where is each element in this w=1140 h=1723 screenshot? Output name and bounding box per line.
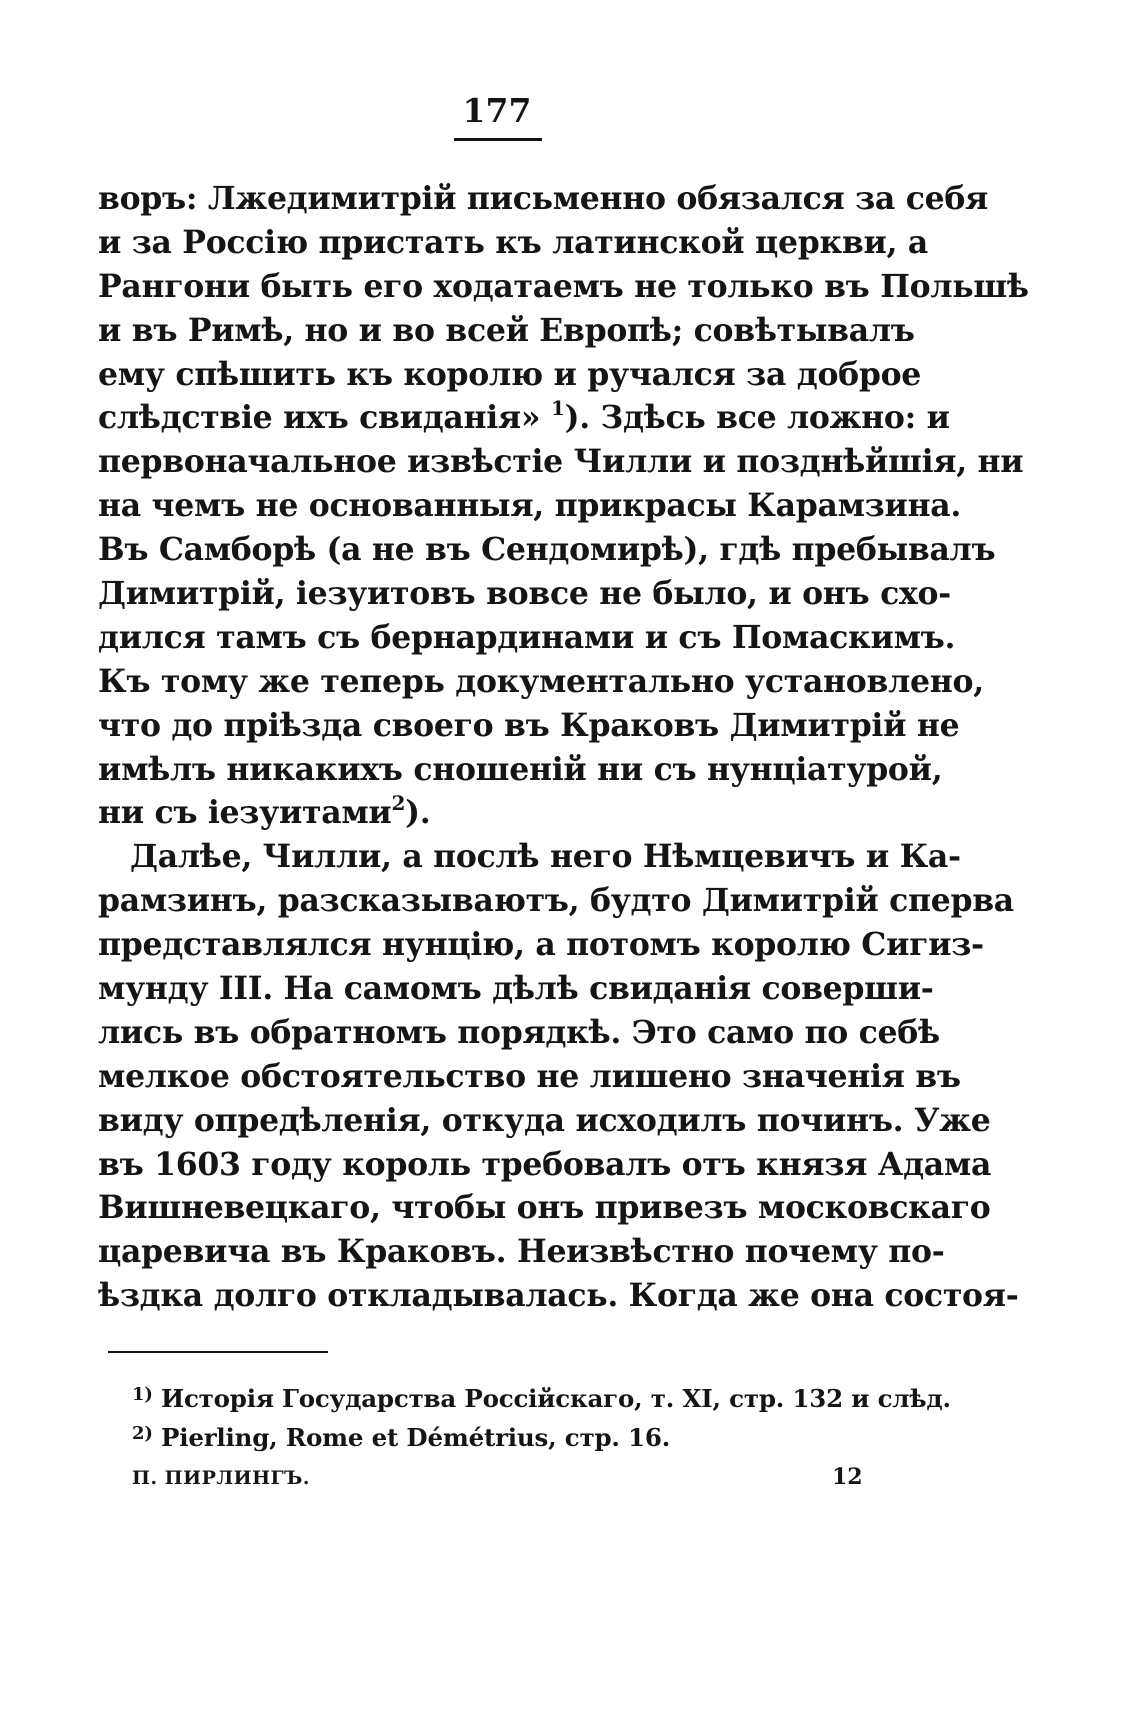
text-line: воръ: Лжедимитрій письменно обязался за себя [98,180,988,217]
text-line: Въ Самборѣ (а не въ Сендомирѣ), гдѣ пребывалъ [98,531,996,569]
text-fragment: ни съ іезуитами [98,794,392,832]
text-line-with-footnote [98,395,950,440]
text-line: что до пріѣзда своего въ Краковъ Димитрій не [98,706,960,744]
text-line: мунду III. На самомъ дѣлѣ свиданія соверши- [98,970,934,1008]
text-line: и за Россію пристать къ латинской церкви, а [98,223,929,261]
text-fragment: ). Здѣсь все ложно: и [564,399,950,437]
paragraph-first-line: Далѣе, Чилли, а послѣ него Нѣмцевичъ и Ка- [130,838,961,876]
body-text [98,177,1029,1318]
text-line: лись въ обратномъ порядкѣ. Это само по себѣ [98,1013,940,1051]
footnote-marker: 1) [132,1384,153,1405]
footnote-separator [108,1351,328,1353]
footnote-marker: 2) [132,1423,153,1444]
footnote-text: Pierling, Rome et Démétrius, стр. 16. [161,1423,671,1452]
footnote-text: Исторія Государства Россійскаго, т. XI, стр. 132 и слѣд. [161,1384,951,1413]
signature-mark: П. ПИРЛИНГЪ. [132,1467,310,1489]
text-fragment: ). [405,794,431,832]
text-line-with-footnote [98,791,898,835]
text-line: первоначальное извѣстіе Чилли и позднѣйшія, ни [98,443,1024,481]
text-line: на чемъ не основанныя, прикрасы Карамзина. [98,487,962,525]
text-line: Рангони быть его ходатаемъ не только въ Польшѣ [98,267,1029,305]
text-line: мелкое обстоятельство не лишено значенія въ [98,1057,961,1095]
text-line: Вишневецкаго, чтобы онъ привезъ московскаго [98,1189,991,1227]
sheet-number: 12 [832,1464,863,1490]
text-line: царевича въ Краковъ. Неизвѣстно почему по- [98,1233,945,1271]
text-line: имѣлъ никакихъ сношеній ни съ нунціатурой, [98,750,943,788]
footnote-2 [132,1423,912,1452]
text-line: и въ Римѣ, но и во всей Европѣ; совѣтывалъ [98,311,915,349]
text-line: Къ тому же теперь документально установлено, [98,662,984,700]
page-number-underline [454,138,542,141]
footnote-reference: 1 [550,395,565,420]
text-line: рамзинъ, разсказываютъ, будто Димитрій сперва [98,882,1014,920]
page-number: 177 [462,91,532,130]
text-line: виду опредѣленія, откуда исходилъ починъ. Уже [98,1101,991,1139]
footnote-1 [132,1384,951,1413]
text-line: ему спѣшить къ королю и ручался за доброе [98,355,922,393]
text-line: въ 1603 году король требовалъ отъ князя Адама [98,1145,992,1183]
text-fragment: слѣдствіе ихъ свиданія» [98,399,541,437]
footnote-reference: 2 [391,790,406,815]
text-line: дился тамъ съ бернардинами и съ Помаскимъ. [98,618,956,656]
text-line: представлялся нунцію, а потомъ королю Сигиз- [98,926,984,964]
text-line: ѣздка долго откладывалась. Когда же она состоя- [98,1277,1019,1315]
text-line: Димитрій, іезуитовъ вовсе не было, и онъ схо- [98,575,951,613]
